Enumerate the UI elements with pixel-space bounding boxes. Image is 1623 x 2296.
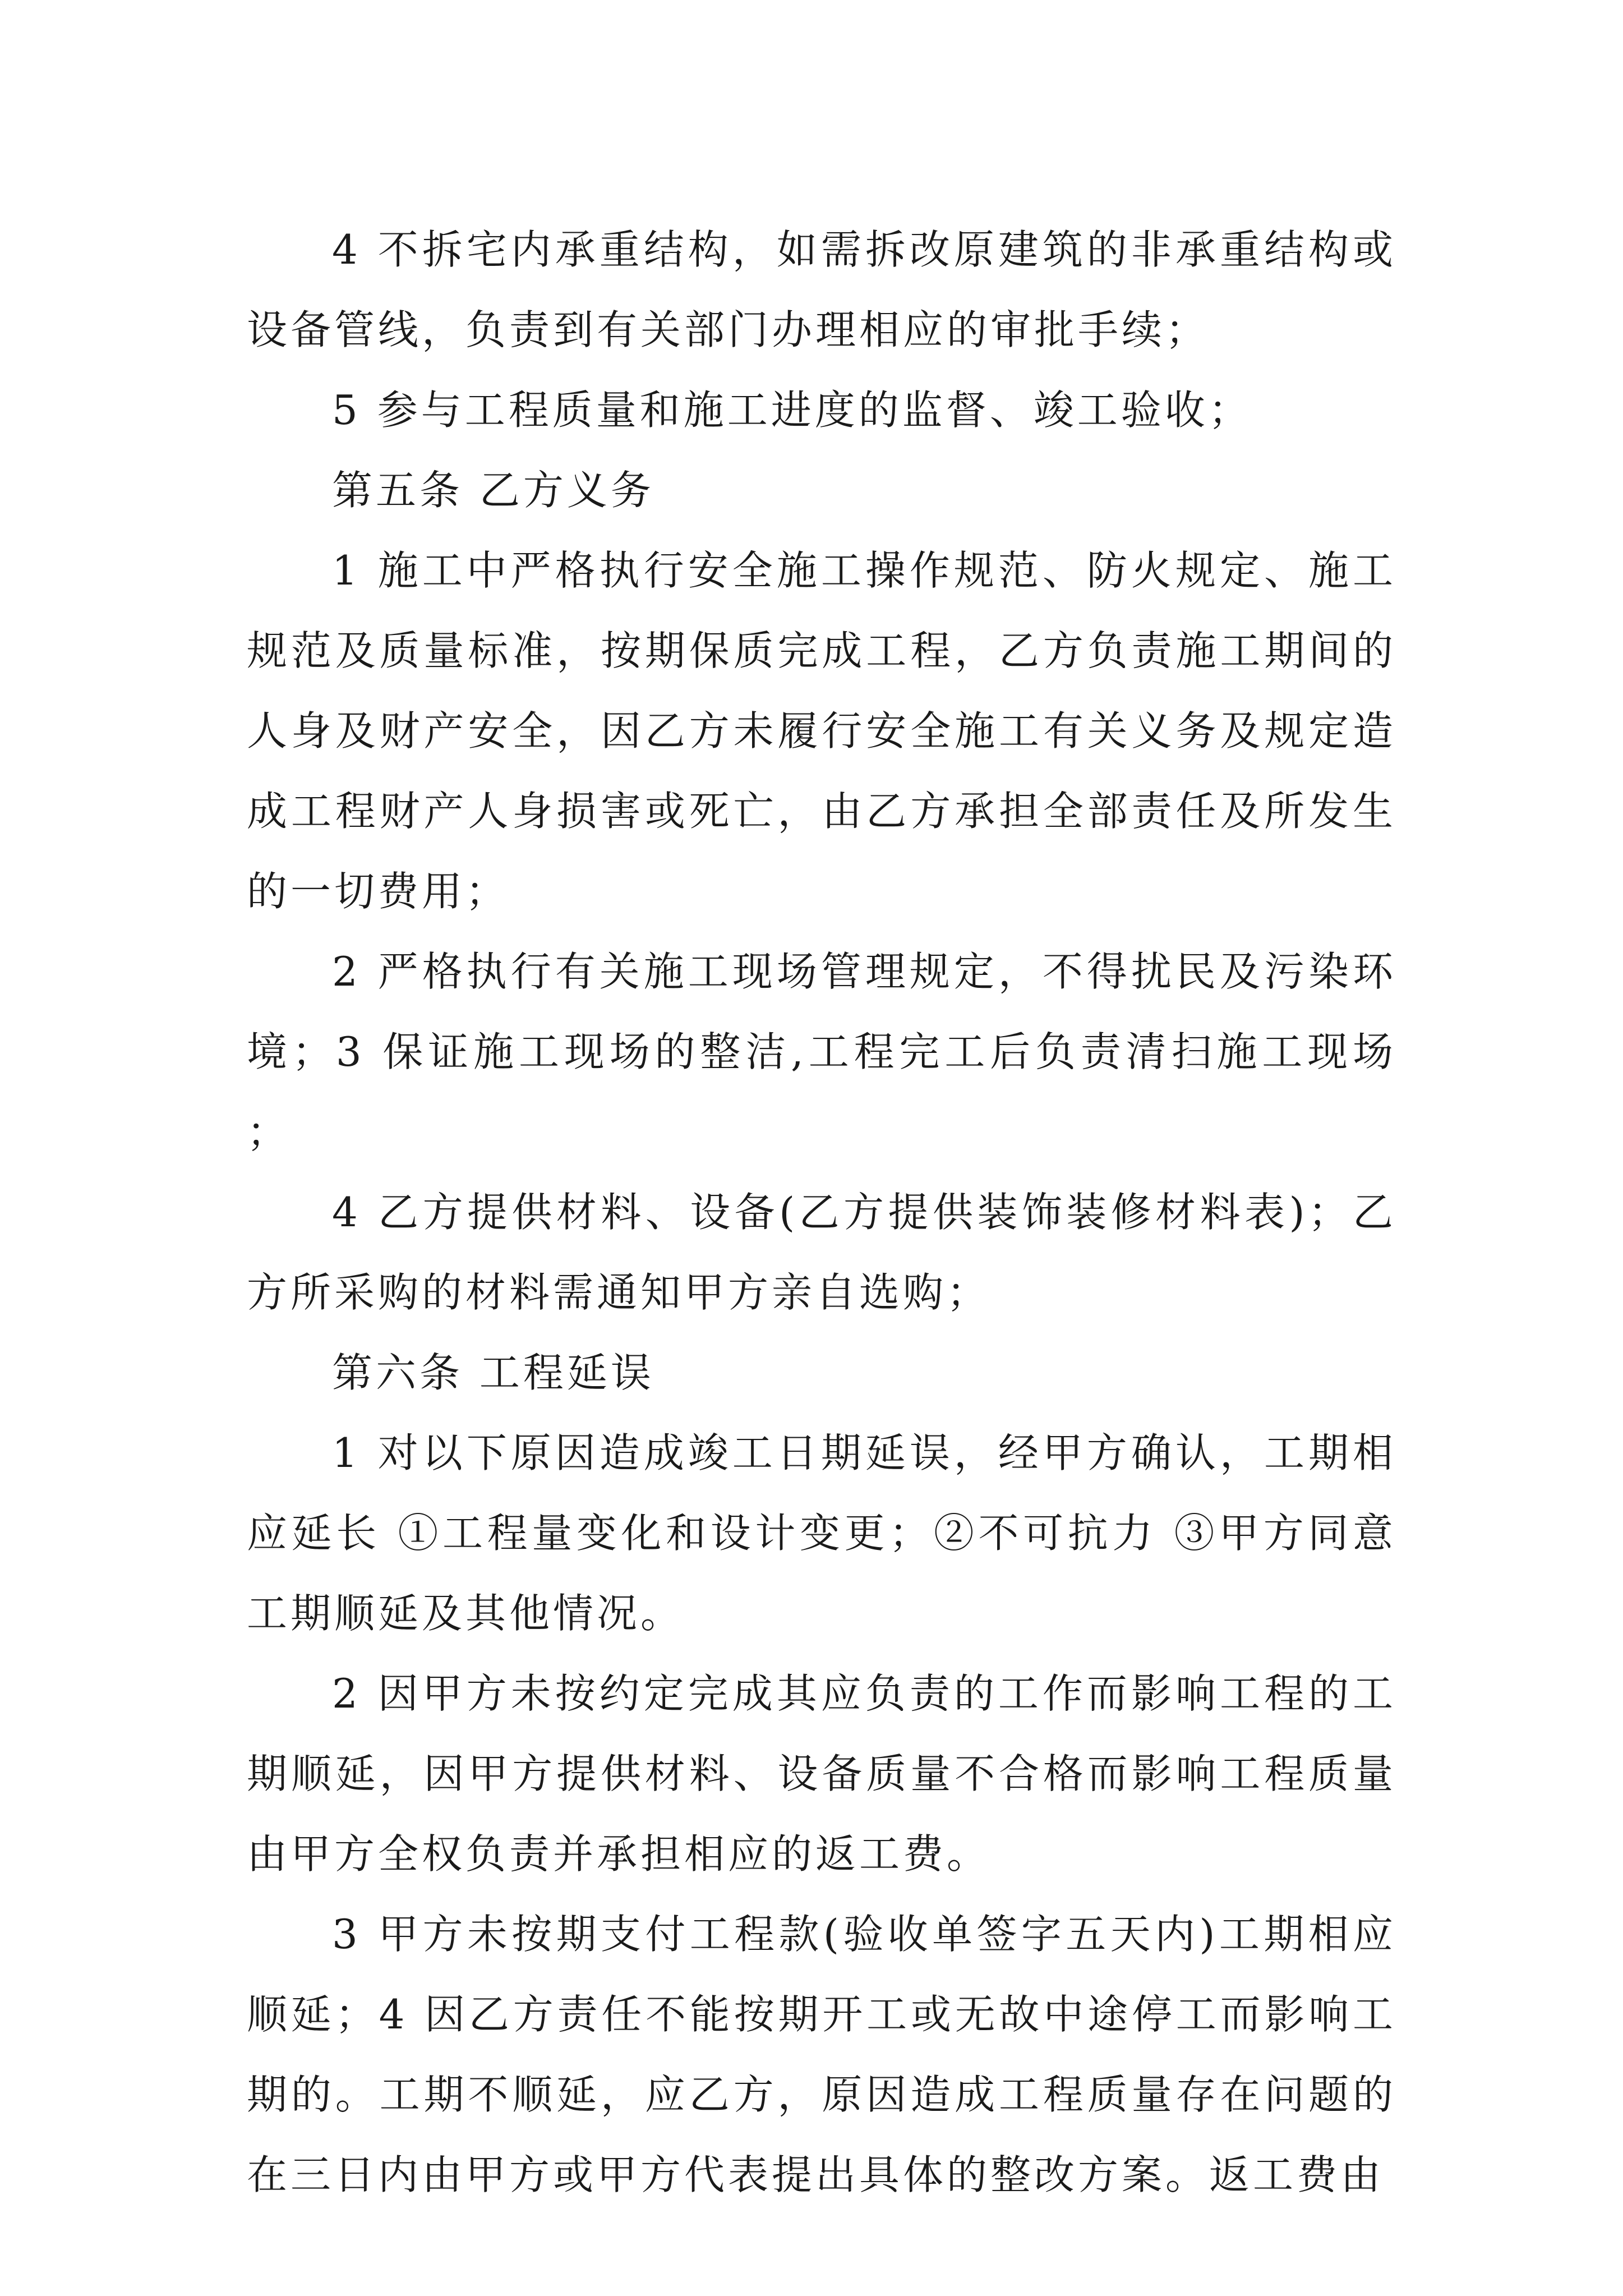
paragraph-site-management: 2 严格执行有关施工现场管理规定，不得扰民及污染环境；3 保证施工现场的整洁,工程完工后负责清扫施工现场；: [247, 948, 1396, 1156]
section-heading-article-6: 第六条 工程延误: [332, 1349, 654, 1396]
paragraph-payment-delay: 3 甲方未按期支付工程款(验收单签字五天内)工期相应顺延；4 因乙方责任不能按期开工或无故中途停工而影响工期的。工期不顺延，应乙方，原因造成工程质量存在问题的在三日内由甲方或甲方代表提出具体的整改方案。返工费由: [247, 1911, 1396, 2198]
paragraph-materials: 4 乙方提供材料、设备(乙方提供装饰装修材料表)；乙方所采购的材料需通知甲方亲自选购；: [247, 1189, 1396, 1316]
paragraph-clause-4-structure: 4 不拆宅内承重结构，如需拆改原建筑的非承重结构或设备管线，负责到有关部门办理相应的审批手续；: [247, 226, 1396, 353]
paragraph-party-a-delay: 2 因甲方未按约定完成其应负责的工作而影响工程的工期顺延，因甲方提供材料、设备质量不合格而影响工程质量由甲方全权负责并承担相应的返工费。: [247, 1670, 1396, 1878]
paragraph-delay-reasons: 1 对以下原因造成竣工日期延误，经甲方确认，工期相应延长 ①工程量变化和设计变更；②不可抗力 ③甲方同意工期顺延及其他情况。: [247, 1429, 1396, 1637]
paragraph-clause-5-supervision: 5 参与工程质量和施工进度的监督、竣工验收；: [332, 386, 1252, 434]
document-body: [247, 210, 1396, 2215]
section-heading-article-5: 第五条 乙方义务: [332, 467, 654, 514]
paragraph-safety-obligations: 1 施工中严格执行安全施工操作规范、防火规定、施工规范及质量标准，按期保质完成工程，乙方负责施工期间的人身及财产安全，因乙方未履行安全施工有关义务及规定造成工程财产人身损害或死亡，由乙方承担全部责任及所发生的一切费用；: [247, 547, 1396, 915]
